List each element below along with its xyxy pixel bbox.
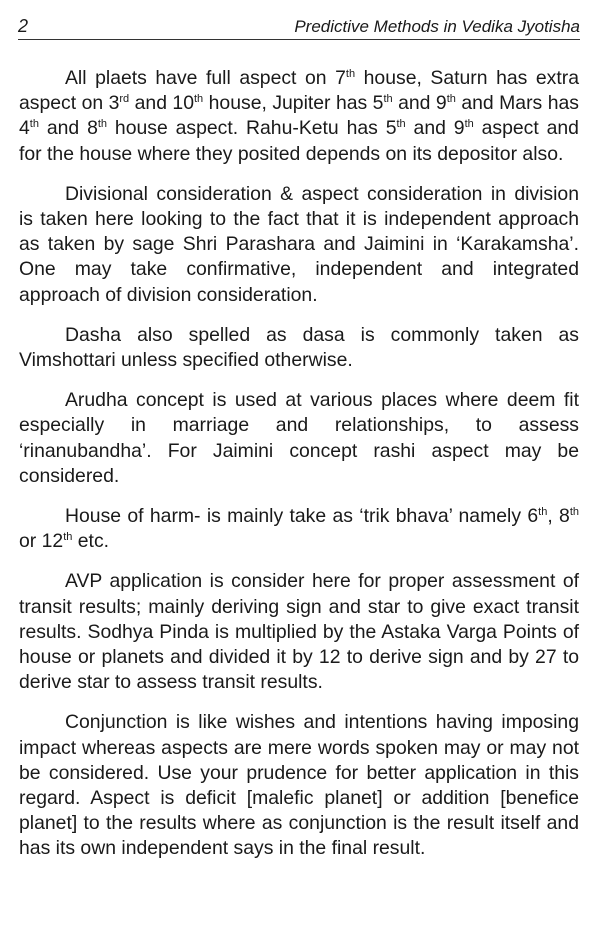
text-run: etc. [72, 530, 110, 553]
ordinal-suffix: th [396, 118, 406, 131]
page-number: 2 [18, 16, 29, 36]
paragraph-divisional: Divisional consideration & aspect consideration in division is taken here looking to the fact that it is independent approach as taken by sage Shri Parashara and Jaimini in ‘Karakamsha’. One may take confirmative, independent and integrated approach of division consideration. [19, 182, 579, 306]
text-run: and Mars has 4 [19, 92, 579, 140]
text-run: aspect and for the house where they posited depends on its depositor also. [19, 117, 579, 165]
paragraph-conjunction: Conjunction is like wishes and intentions having imposing impact whereas aspects are mere words spoken may or may not be considered. Use your prudence for better application in this regard. Aspect is deficit [malefic planet] or addition [benefice planet] to the results where as conjunction is the result itself and has its own independent says in the final result. [19, 711, 579, 860]
text-run: and 10 [129, 92, 194, 115]
text-run: or 12 [19, 530, 64, 553]
running-title: Predictive Methods in Vedika Jyotisha [294, 17, 580, 36]
ordinal-suffix: th [29, 118, 39, 131]
text-run: house aspect. Rahu-Ketu has 5 [107, 117, 397, 140]
ordinal-suffix: th [345, 68, 356, 80]
text-run: house, Saturn has extra aspect on 3 [19, 67, 580, 115]
ordinal-suffix: th [383, 93, 393, 106]
paragraph-aspects [19, 66, 579, 167]
ordinal-suffix: th [97, 118, 108, 131]
ordinal-suffix: th [63, 531, 73, 544]
ordinal-suffix: th [194, 93, 204, 106]
page-header [18, 10, 580, 40]
ordinal-suffix: th [464, 118, 474, 131]
text-run: and 8 [38, 117, 98, 140]
text-run: , 8 [547, 505, 570, 528]
paragraph-house-of-harm [19, 504, 579, 554]
ordinal-suffix: th [446, 93, 456, 106]
body-text [19, 66, 579, 877]
ordinal-suffix: rd [119, 93, 130, 106]
ordinal-suffix: th [569, 506, 580, 519]
text-run: and 9 [392, 92, 447, 115]
text-run: and 9 [405, 117, 465, 140]
text-run: house, Jupiter has 5 [203, 92, 384, 115]
paragraph-dasha: Dasha also spelled as dasa is commonly taken as Vimshottari unless specified otherwise. [19, 323, 579, 372]
text-run: All plaets have full aspect on 7 [65, 67, 346, 89]
paragraph-arudha: Arudha concept is used at various places where deem fit especially in marriage and relationships, to assess ‘rinanubandha’. For Jaimini concept rashi aspect may be considered. [19, 389, 579, 487]
ordinal-suffix: th [538, 506, 548, 519]
paragraph-avp: AVP application is consider here for proper assessment of transit results; mainly deriving sign and star to give exact transit results. Sodhya Pinda is multiplied by the Astaka Varga Points of house or planets and divided it by 12 to derive sign and by 27 to derive star to assess transit results. [19, 570, 579, 694]
text-run: House of harm- is mainly take as ‘trik bhava’ namely 6 [65, 505, 539, 528]
